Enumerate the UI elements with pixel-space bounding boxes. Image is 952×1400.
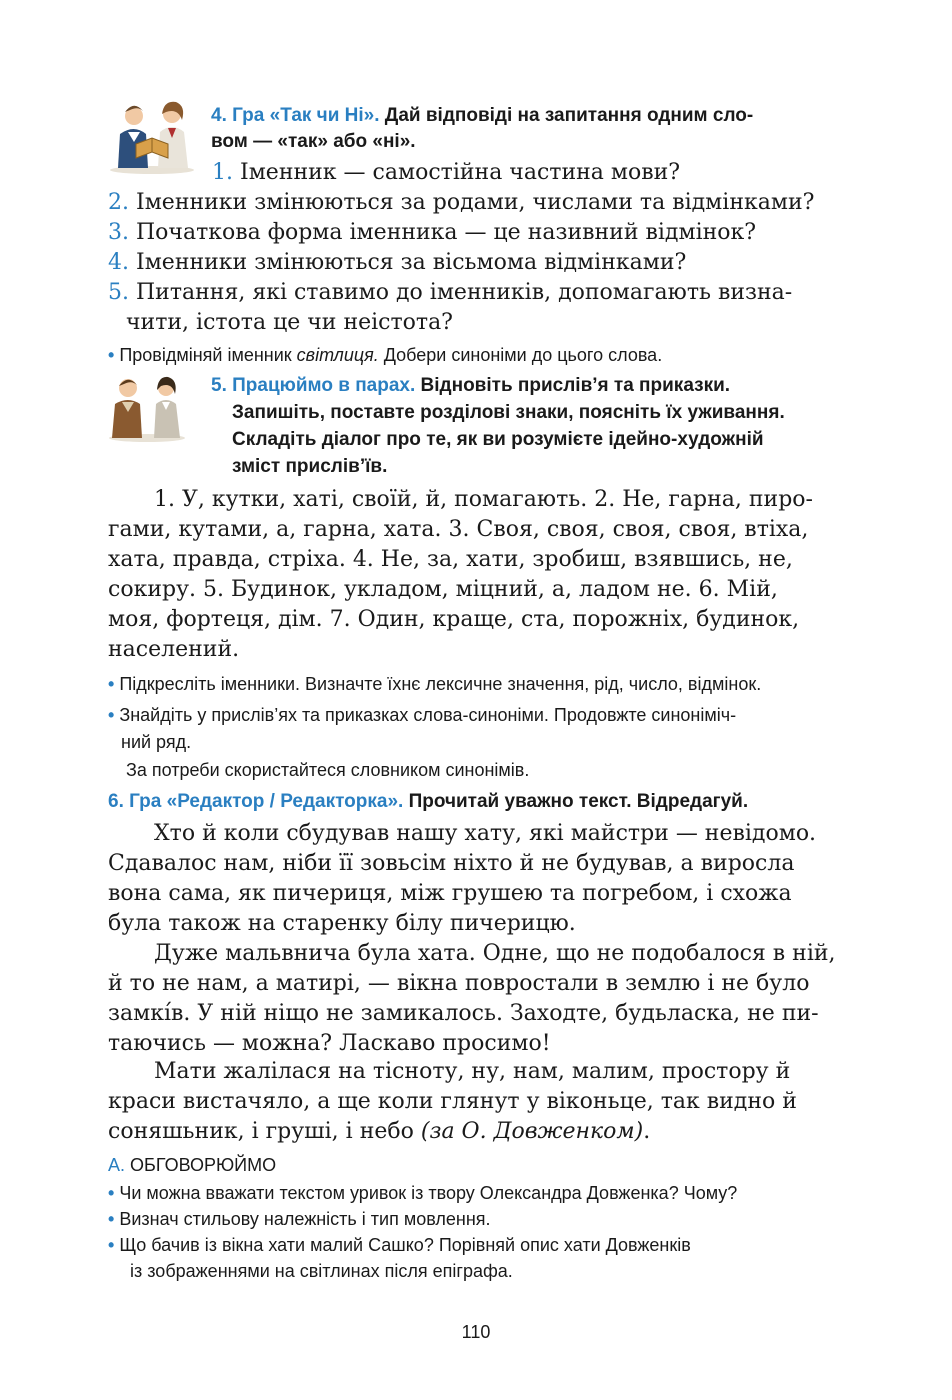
task-5-heading [211,373,730,399]
task-5-bullet-2-line2: ний ряд. [121,732,192,752]
question-2-text: Іменники змінюються за родами, числами та відмінками? [136,190,815,215]
discuss-heading [108,1151,276,1179]
question-3 [108,218,756,248]
question-1-text: Іменник — самостійна частина мови? [240,160,681,185]
task-5-bullet-1-text: Підкресліть іменники. Визначте їхнє лексичне значення, рід, число, відмінок. [119,674,762,694]
question-1 [212,158,680,188]
text-line: краси вистачяло, а ще коли глянут у віконьце, так видно й [108,1089,797,1114]
task-4-bullet-post: Добери синоніми до цього слова. [378,345,663,365]
bullet-dot: • [108,705,115,725]
task-4-bullet-pre: Провідміняй іменник [119,345,297,365]
pair-work-students-illustration [106,374,188,442]
proverbs-line: моя, фортеця, дім. 7. Один, краще, ста, порожніх, будинок, [108,607,800,632]
task-4-instruction-line1: Дай відповіді на запитання одним сло- [384,105,754,126]
question-2 [108,188,814,218]
task-5-instruction-line2: Запишіть, поставте розділові знаки, поясніть їх уживання. [232,402,785,423]
bullet-dot: • [108,345,115,365]
text-paragraph-2 [108,939,878,1059]
task-5-bullet-1 [108,670,761,698]
text-paragraph-3 [108,1057,878,1147]
text-line: була також на старенку білу пичерицю. [108,911,576,936]
page-number: 110 [461,1322,491,1342]
question-5-continuation: чити, істота це чи неістота? [126,310,453,335]
task-5-instruction-line4: зміст прислів’їв. [232,456,388,477]
proverbs-paragraph [108,485,878,665]
question-1-number: 1. [212,160,233,185]
question-5-number: 5. [108,280,129,305]
text-source: (за О. Довженком) [420,1119,644,1144]
discuss-bullet-2 [108,1205,491,1233]
text-paragraph-1 [108,819,878,939]
bullet-dot: • [108,1183,115,1203]
task-4-bullet-word: світлиця. [296,345,379,365]
task-4-title: 4. Гра «Так чи Ні». [211,105,380,126]
task-5-instruction-line1: Відновіть прислів’я та приказки. [420,375,731,396]
discuss-bullet-3 [108,1231,691,1259]
question-3-text: Початкова форма іменника — це називний відмінок? [136,220,757,245]
two-students-reading-illustration [106,98,198,174]
text-line-last-words: соняшьник, і груші, і небо [108,1119,421,1144]
question-3-number: 3. [108,220,129,245]
question-4 [108,248,686,278]
task-6-instruction: Прочитай уважно текст. Відредагуй. [408,791,749,812]
discuss-bullet-1 [108,1179,737,1207]
proverbs-line: 1. У, кутки, хаті, своїй, й, помагають. 2. Не, гарна, пиро- [154,487,813,512]
question-5-text: Питання, які ставимо до іменників, допомагають визна- [136,280,793,305]
text-line: Дуже мальвнича була хата. Одне, що не подобалося в ній, [154,941,836,966]
task-5-instruction-line3: Складіть діалог про те, як ви розумієте ідейно-художній [232,429,764,450]
text-line: Хто й коли сбудував нашу хату, які майстри — невідомо. [154,821,817,846]
bullet-dot: • [108,1209,115,1229]
discuss-bullet-3-line2: із зображеннями на світлинах після епіграфа. [130,1261,513,1281]
text-line: Мати жалілася на тісноту, ну, нам, малим, простору й [154,1059,791,1084]
task-4-instruction-line2: вом — «так» або «ні». [211,131,416,152]
text-line: таючись — можна? Ласкаво просимо! [108,1031,551,1056]
task-6-heading [108,789,748,815]
question-2-number: 2. [108,190,129,215]
proverbs-line: населений. [108,637,240,662]
proverbs-line: хата, правда, стріха. 4. Не, за, хати, зробиш, взявшись, не, [108,547,793,572]
question-5 [108,278,792,308]
task-5-title: 5. Працюймо в парах. [211,375,416,396]
task-6-title: 6. Гра «Редактор / Редакторка». [108,791,404,812]
task-5-bullet-2-line3: За потреби скористайтеся словником синонімів. [126,760,530,780]
discuss-letter: А. [108,1155,126,1175]
proverbs-line: гами, кутами, а, гарна, хата. 3. Своя, своя, своя, своя, втіха, [108,517,809,542]
bullet-dot: • [108,1235,115,1255]
question-4-number: 4. [108,250,129,275]
text-line: вона сама, як пичериця, між грушею та погребом, і схожа [108,881,792,906]
task-5-bullet-2 [108,701,736,729]
task-4-heading [211,103,753,129]
proverbs-line: сокиру. 5. Будинок, укладом, міцний, а, ладом не. 6. Мій, [108,577,778,602]
text-line-last [108,1117,878,1147]
question-4-text: Іменники змінюються за вісьмома відмінками? [136,250,687,275]
text-line: замкі́в. У ній нiщо не замикалось. Заходте, будьласка, не пи- [108,1001,819,1026]
discuss-bullet-2-text: Визнач стильову належність і тип мовлення. [119,1209,491,1229]
text-line: й то не нам, а матирі, — вікна повростали в землю і не було [108,971,810,996]
task-5-bullet-2-line1: Знайдіть у прислів’ях та приказках слова-синоніми. Продовжте синоніміч- [119,705,737,725]
text-line: Сдавалос нам, ніби її зовьсім ніхто й не будував, а виросла [108,851,795,876]
discuss-bullet-3-line1: Що бачив із вікна хати малий Сашко? Порівняй опис хати Довженків [119,1235,691,1255]
discuss-bullet-1-text: Чи можна вважати текстом уривок із твору Олександра Довженка? Чому? [119,1183,738,1203]
task-4-bullet [108,341,662,369]
bullet-dot: • [108,674,115,694]
text-end-punct: . [643,1119,651,1144]
discuss-title: ОБГОВОРЮЙМО [125,1155,277,1175]
